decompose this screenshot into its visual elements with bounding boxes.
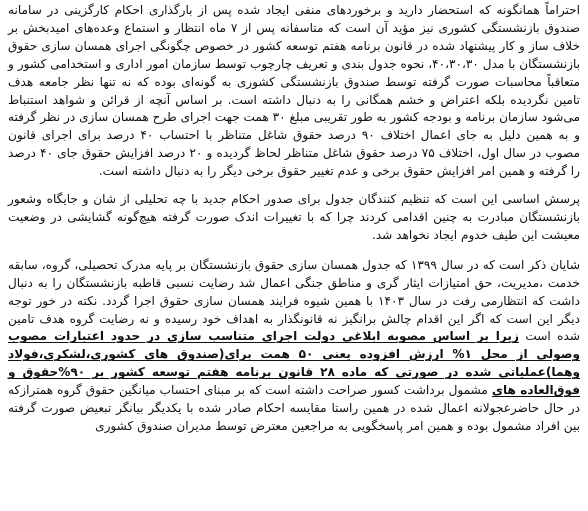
paragraph-question: پرسش اساسی این است که تنظیم کنندگان جدول برای صدور احکام جدید با چه تحلیلی از شان و جایگاه وشعور بازنشستگان مبادرت به چنین اقدامی کردند چرا که با تغییرات اندک صورت گرفته هیچ‌گونه گشایشی در وضعیت معیشت این طیف خدوم ایجاد نخواهد شد. <box>8 192 580 242</box>
paragraph-intro: احتراماً همانگونه که استحضار دارید و برخوردهای منفی ایجاد شده پس از بارگذاری احکام کارگزینی در سامانه صندوق بازنشستگی کشوری نیز مؤید آن است که متاسفانه پس از ۷ ماه انتظار و استماع وعده‌های امیدبخش بر خلاف ساز و کار پیشنهاد شده در قانون برنامه هفتم توسعه کشور در خصوص چگونگی اجرای همسان سازی حقوق بازنشستگان با مدل ۴۰،۳۰،۳۰، نحوه جدول بندی و تعریف چارچوب توسط سازمان امور اداری و استخدامی کشور و متعاقباً محاسبات صورت گرفته توسط صندوق بازنشستگی کشوری به گونه‌ای بوده که نه تنها نظر جامعه هدف تامین نگردیده بلکه اعتراض و خشم همگانی را به دنبال داشته است. بر اساس آنچه از قرائن و شواهد استنباط می‌شود سازمان برنامه و بودجه کشور به طور تقریبی مبلغ ۳۰ همت جهت اجرای طرح همسان سازی در نظر گرفته و به همین دلیل به جای اعمال اختلاف ۹۰ درصد حقوق شاغل متناظر با احتساب ۴۰ درصد برای اجرای قانون مصوب در سال اول، اختلاف ۷۵ درصد حقوق شاغل متناظر لحاظ گردیده و ۲۰ درصد افزایش حقوق جای ۴۰ درصد را گرفته و همین امر افزایش حقوق برخی و عدم تغییر حقوق برخی دیگر را به دنبال داشته است. <box>8 3 581 179</box>
paragraph-comparison <box>8 257 580 436</box>
underlined-highlight: زیرا بر اساس مصوبه ابلاغی دولت اجرای متناسب سازی در حدود اعتبارات مصوب وصولی از محل ۱% ارزش افزوده یعنی ۵۰ همت برای(صندوق های کشوری،لشکری،فولاد وهما)عملیاتی شده در صورتی که ماده ۲۸ قانون برنامه هفتم توسعه کشور بر ۹۰%حقوق و فوق‌العاده های <box>8 329 580 398</box>
paragraph-comparison-continuation: مشمول برداشت کسور صراحت داشته است که بر مبنای احتساب میانگین حقوق گروه همترازکه در حال حاضرعجولانه اعمال شده در همین راستا مقایسه احکام صادر شده با یکدیگر بیانگر تبعیض صورت گرفته بین افراد مشمول بوده و همین امر پاسخگویی به مراجعین معترض توسط مدیران صندوق کشوری <box>8 383 580 433</box>
paragraph-comparison-text: شایان ذکر است که در سال ۱۳۹۹ که جدول همسان سازی حقوق بازنشستگان بر پایه مدرک تحصیلی، گروه، سابقه خدمت ،مدیریت، حق امتیازات ایثار گری و مناطق جنگی اعمال شد رضایت نسبی قاطبه بازنشستگان را به دنبال داشت که انتظارمی رفت در سال ۱۴۰۳ با همین شیوه فرایند همسان سازی حقوق اجرا گردد. نکته در خور توجه دیگر این است که اگر این اقدام چالش برانگیز نه قانونگذار به اهداف خود رسیده و نه رضایت گروه هدف تامین شده است <box>8 257 580 344</box>
